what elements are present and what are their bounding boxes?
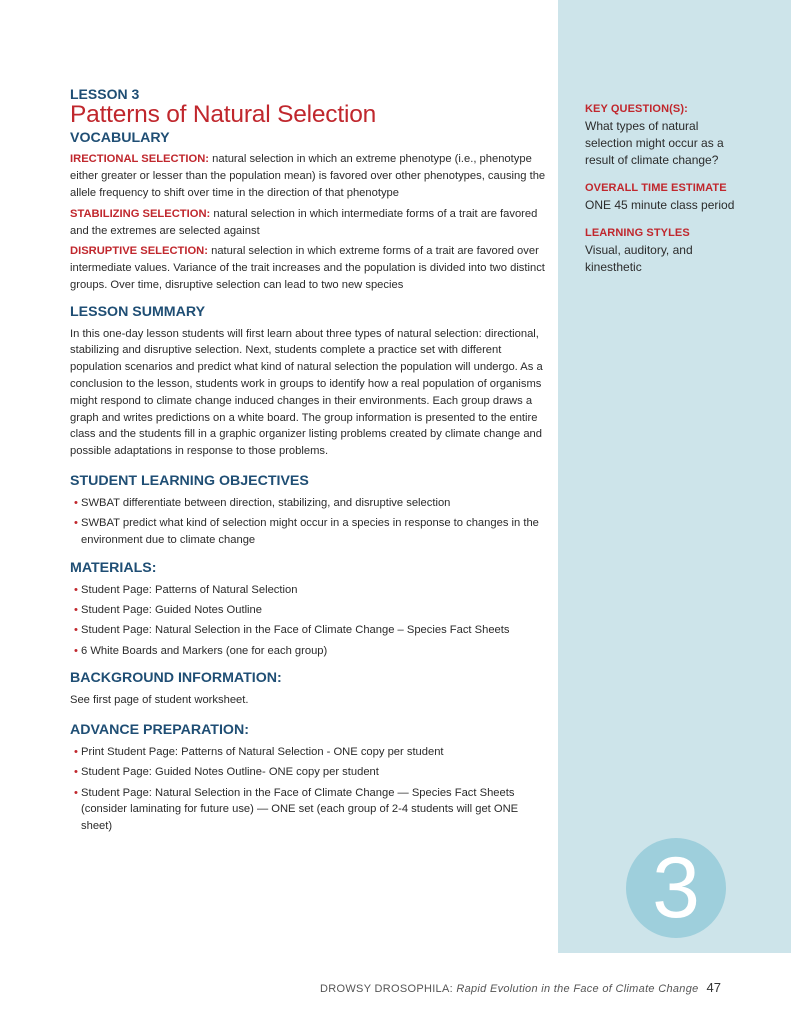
- vocab-term: DISRUPTIVE SELECTION:: [70, 245, 208, 258]
- vocab-item-stabilizing: [70, 206, 548, 240]
- preparation-list: [70, 744, 548, 835]
- list-item-text: Print Student Page: Patterns of Natural Selection - ONE copy per student: [81, 745, 444, 758]
- vocab-term: STABILIZING SELECTION:: [70, 207, 211, 220]
- footer-subtitle: Rapid Evolution in the Face of Climate Change: [456, 983, 699, 995]
- list-item: [70, 582, 548, 599]
- key-question-text: What types of natural selection might occur as a result of climate change?: [585, 119, 724, 167]
- objectives-list: [70, 495, 548, 549]
- summary-text: In this one-day lesson students will first learn about three types of natural selection: directional, stabilizing and disruptive selection. Next, students complete a practice set with different population scenarios and predict what kind of natural selection the population will undergo. As a conclusion to the lesson, students work in groups to identify how a real population of organisms might respond to climate change induced changes in their environments. Each group draws a graph and writes predictions on a white board. The group information is presented to the entire class and the students fill in a graphic organizer listing problems created by climate change and possible adaptations in response to those problems.: [70, 327, 543, 458]
- list-item-text: Student Page: Natural Selection in the Face of Climate Change – Species Fact Sheets: [81, 624, 510, 637]
- objectives-heading: STUDENT LEARNING OBJECTIVES: [70, 472, 309, 489]
- list-item: [70, 643, 548, 660]
- main-content: [70, 86, 548, 839]
- learning-styles-label: LEARNING STYLES: [585, 227, 690, 239]
- list-item: [70, 785, 548, 835]
- bullet-dot-icon: •: [74, 766, 78, 779]
- vocab-item-directional: [70, 151, 548, 201]
- lesson-badge-number: 3: [652, 840, 700, 936]
- materials-list: [70, 582, 548, 660]
- background-text: See first page of student worksheet.: [70, 694, 249, 707]
- materials-heading: MATERIALS:: [70, 559, 157, 576]
- bullet-dot-icon: •: [74, 583, 78, 596]
- page-title: Patterns of Natural Selection: [70, 100, 377, 128]
- list-item-text: SWBAT predict what kind of selection might occur in a species in response to changes in the environment due to climate change: [81, 517, 539, 546]
- bullet-dot-icon: •: [74, 517, 78, 530]
- vocab-definition: natural selection in which extreme forms of a trait are favored over intermediate values. Variance of the trait increases and the population is divided into two distinct groups. Over time, disruptive selection can lead to two new species: [70, 245, 545, 291]
- vocab-definition: natural selection in which intermediate forms of a trait are favored and the extremes are selected against: [70, 207, 538, 237]
- vocabulary-heading: VOCABULARY: [70, 129, 170, 146]
- list-item-text: Student Page: Patterns of Natural Selection: [81, 583, 298, 596]
- list-item: [70, 744, 548, 761]
- bullet-dot-icon: •: [74, 496, 78, 509]
- list-item: [70, 622, 548, 639]
- vocab-item-disruptive: [70, 243, 548, 293]
- list-item-text: 6 White Boards and Markers (one for each group): [81, 644, 328, 657]
- time-estimate-text: ONE 45 minute class period: [585, 198, 735, 212]
- bullet-dot-icon: •: [74, 644, 78, 657]
- bullet-dot-icon: •: [74, 786, 78, 799]
- key-question-label: KEY QUESTION(S):: [585, 103, 688, 115]
- bullet-dot-icon: •: [74, 603, 78, 616]
- time-estimate-block: [585, 180, 775, 214]
- list-item: [70, 495, 548, 512]
- list-item: [70, 602, 548, 619]
- vocab-definition: natural selection in which an extreme phenotype (i.e., phenotype either greater or lesser than the population mean) is favored over other phenotypes, causing the allele frequency to shift over time in the direction of that phenotype: [70, 153, 546, 199]
- list-item-text: Student Page: Guided Notes Outline: [81, 603, 262, 616]
- preparation-heading: ADVANCE PREPARATION:: [70, 722, 249, 739]
- page-footer: [320, 980, 721, 995]
- page-number: 47: [706, 980, 721, 995]
- list-item-text: Student Page: Natural Selection in the Face of Climate Change — Species Fact Sheets (consider laminating for future use) — ONE set (each group of 2-4 students will get ONE sheet): [81, 786, 519, 833]
- list-item: [70, 764, 548, 781]
- learning-styles-block: [585, 225, 775, 276]
- time-estimate-label: OVERALL TIME ESTIMATE: [585, 182, 727, 194]
- background-heading: BACKGROUND INFORMATION:: [70, 670, 282, 687]
- list-item: [70, 515, 548, 549]
- learning-styles-text: Visual, auditory, and kinesthetic: [585, 243, 693, 274]
- lesson-number: LESSON 3: [70, 86, 140, 102]
- key-question-block: [585, 101, 775, 169]
- vocab-term: IRECTIONAL SELECTION:: [70, 153, 210, 166]
- footer-prefix: DROWSY DROSOPHILA:: [320, 983, 457, 995]
- bullet-dot-icon: •: [74, 624, 78, 637]
- list-item-text: Student Page: Guided Notes Outline- ONE copy per student: [81, 766, 379, 779]
- list-item-text: SWBAT differentiate between direction, stabilizing, and disruptive selection: [81, 496, 451, 509]
- summary-heading: LESSON SUMMARY: [70, 303, 206, 320]
- bullet-dot-icon: •: [74, 745, 78, 758]
